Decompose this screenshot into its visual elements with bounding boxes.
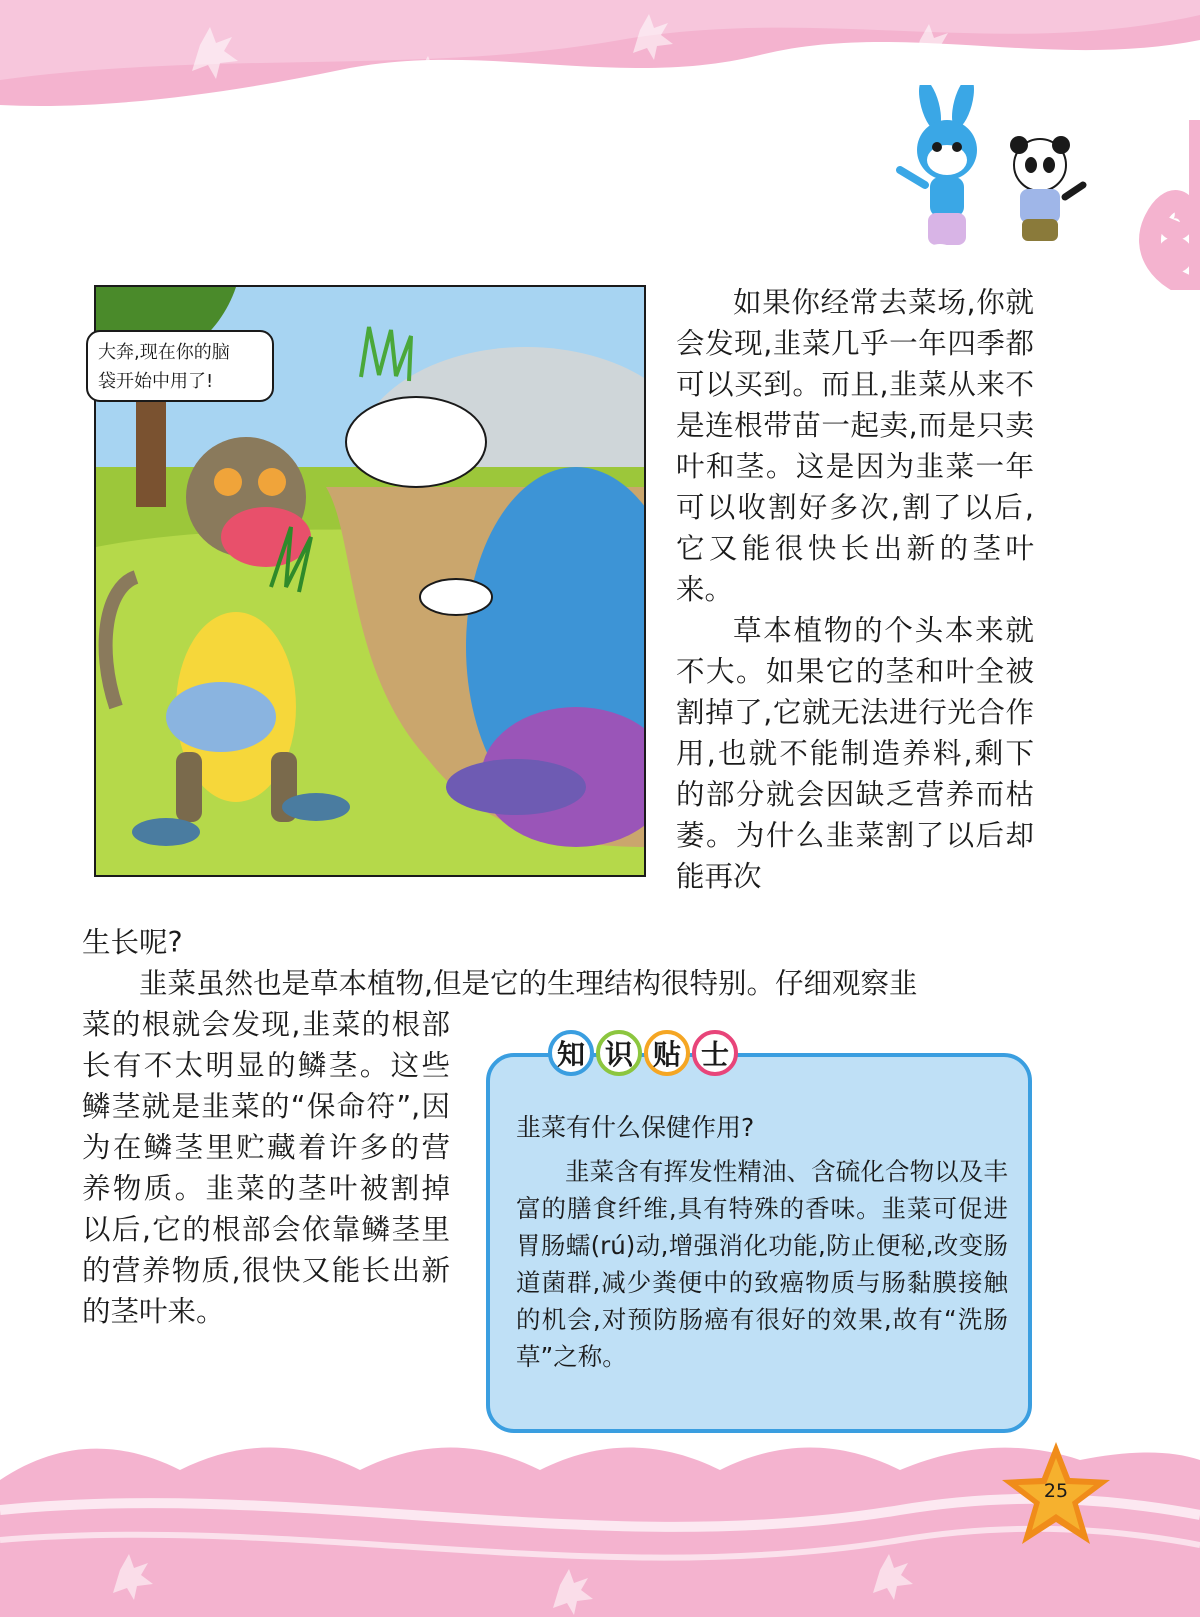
- knowledge-tip-title: [548, 1030, 740, 1080]
- corner-swirl-decoration: [1080, 120, 1200, 290]
- paragraph-1: 如果你经常去菜场,你就会发现,韭菜几乎一年四季都可以买到。而且,韭菜从来不是连根带苗一起卖,而是只卖叶和茎。这是因为韭菜一年可以收割好多次,割了以后,它又能很快长出新的茎叶来。: [676, 286, 1034, 606]
- paragraph-2-continuation: 生长呢?: [82, 926, 183, 959]
- tip-title-char: 识: [596, 1030, 642, 1076]
- right-column-text: [676, 282, 1034, 897]
- paragraph-3-start: 韭菜虽然也是草本植物,但是它的生理结构很特别。仔细观察韭: [139, 967, 918, 1000]
- tip-body: 韭菜含有挥发性精油、含硫化合物以及丰富的膳食纤维,具有特殊的香味。韭菜可促进胃肠蠕(rú)动,增强消化功能,防止便秘,改变肠道菌群,减少粪便中的致癌物质与肠黏膜接触的机会,对预防肠癌有很好的效果,故有“洗肠草”之称。: [516, 1157, 1008, 1371]
- tip-title-char: 知: [548, 1030, 594, 1076]
- tip-title-char: 士: [692, 1030, 738, 1076]
- page-number: 25: [1043, 1480, 1069, 1502]
- tip-title-char: 贴: [644, 1030, 690, 1076]
- paragraph-2: 草本植物的个头本来就不大。如果它的茎和叶全被割掉了,它就无法进行光合作用,也就不能制造养料,剩下的部分就会因缺乏营养而枯萎。为什么韭菜割了以后却能再次: [676, 614, 1034, 893]
- tip-question: 韭菜有什么保健作用?: [516, 1113, 755, 1142]
- speech-bubble: 大奔,现在你的脑 袋开始中用了!: [86, 330, 274, 402]
- mascot-illustration: [895, 85, 1095, 260]
- paragraph-3-continuation: 菜的根就会发现,韭菜的根部长有不太明显的鳞茎。这些鳞茎就是韭菜的“保命符”,因为在鳞茎里贮藏着许多的营养物质。韭菜的茎叶被割掉以后,它的根部会依靠鳞茎里的营养物质,很快又能长出新的茎叶来。: [82, 1008, 450, 1328]
